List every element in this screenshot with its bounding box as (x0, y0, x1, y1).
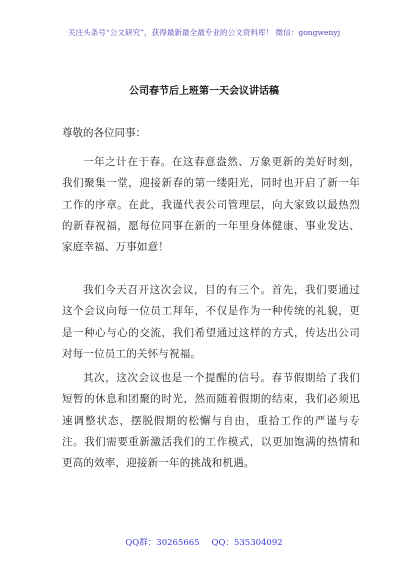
contact-footer (0, 536, 408, 548)
qq-number: QQ：535304092 (211, 538, 283, 548)
paragraph-reminder: 其次，这次会议也是一个提醒的信号。春节假期给了我们短暂的休息和团聚的时光，然而随着假期的结束，我们必须迅速调整状态，摆脱假期的松懈与自由，重拾工作的严谨与专注。我们需要重新激活我们的工作模式，以更加饱满的热情和更高的效率，迎接新一年的挑战和机遇。 (62, 372, 360, 470)
paragraph-purpose: 我们今天召开这次会议，目的有三个。首先，我们要通过这个会议向每一位员工拜年，不仅是作为一种传统的礼貌，更是一种心与心的交流，我们希望通过这样的方式，传达出公司对每一位员工的关怀与祝福。 (62, 284, 360, 360)
qq-group-number: QQ群：30265665 (125, 538, 200, 548)
paragraph-opening: 一年之计在于春。在这春意盎然、万象更新的美好时刻，我们聚集一堂，迎接新春的第一缕阳光，同时也开启了新一年工作的序章。在此，我谨代表公司管理层，向大家致以最热烈的新春祝福，愿每位同事在新的一年里身体健康、事业发达、家庭幸福、万事如意！ (62, 156, 360, 254)
promo-banner: 关注头条号“公文研究”，获得最新最全最专业的公文资料库！ 微信：gongwenyj (67, 28, 341, 37)
document-title: 公司春节后上班第一天会议讲话稿 (129, 86, 279, 97)
salutation: 尊敬的各位同事： (62, 127, 146, 139)
